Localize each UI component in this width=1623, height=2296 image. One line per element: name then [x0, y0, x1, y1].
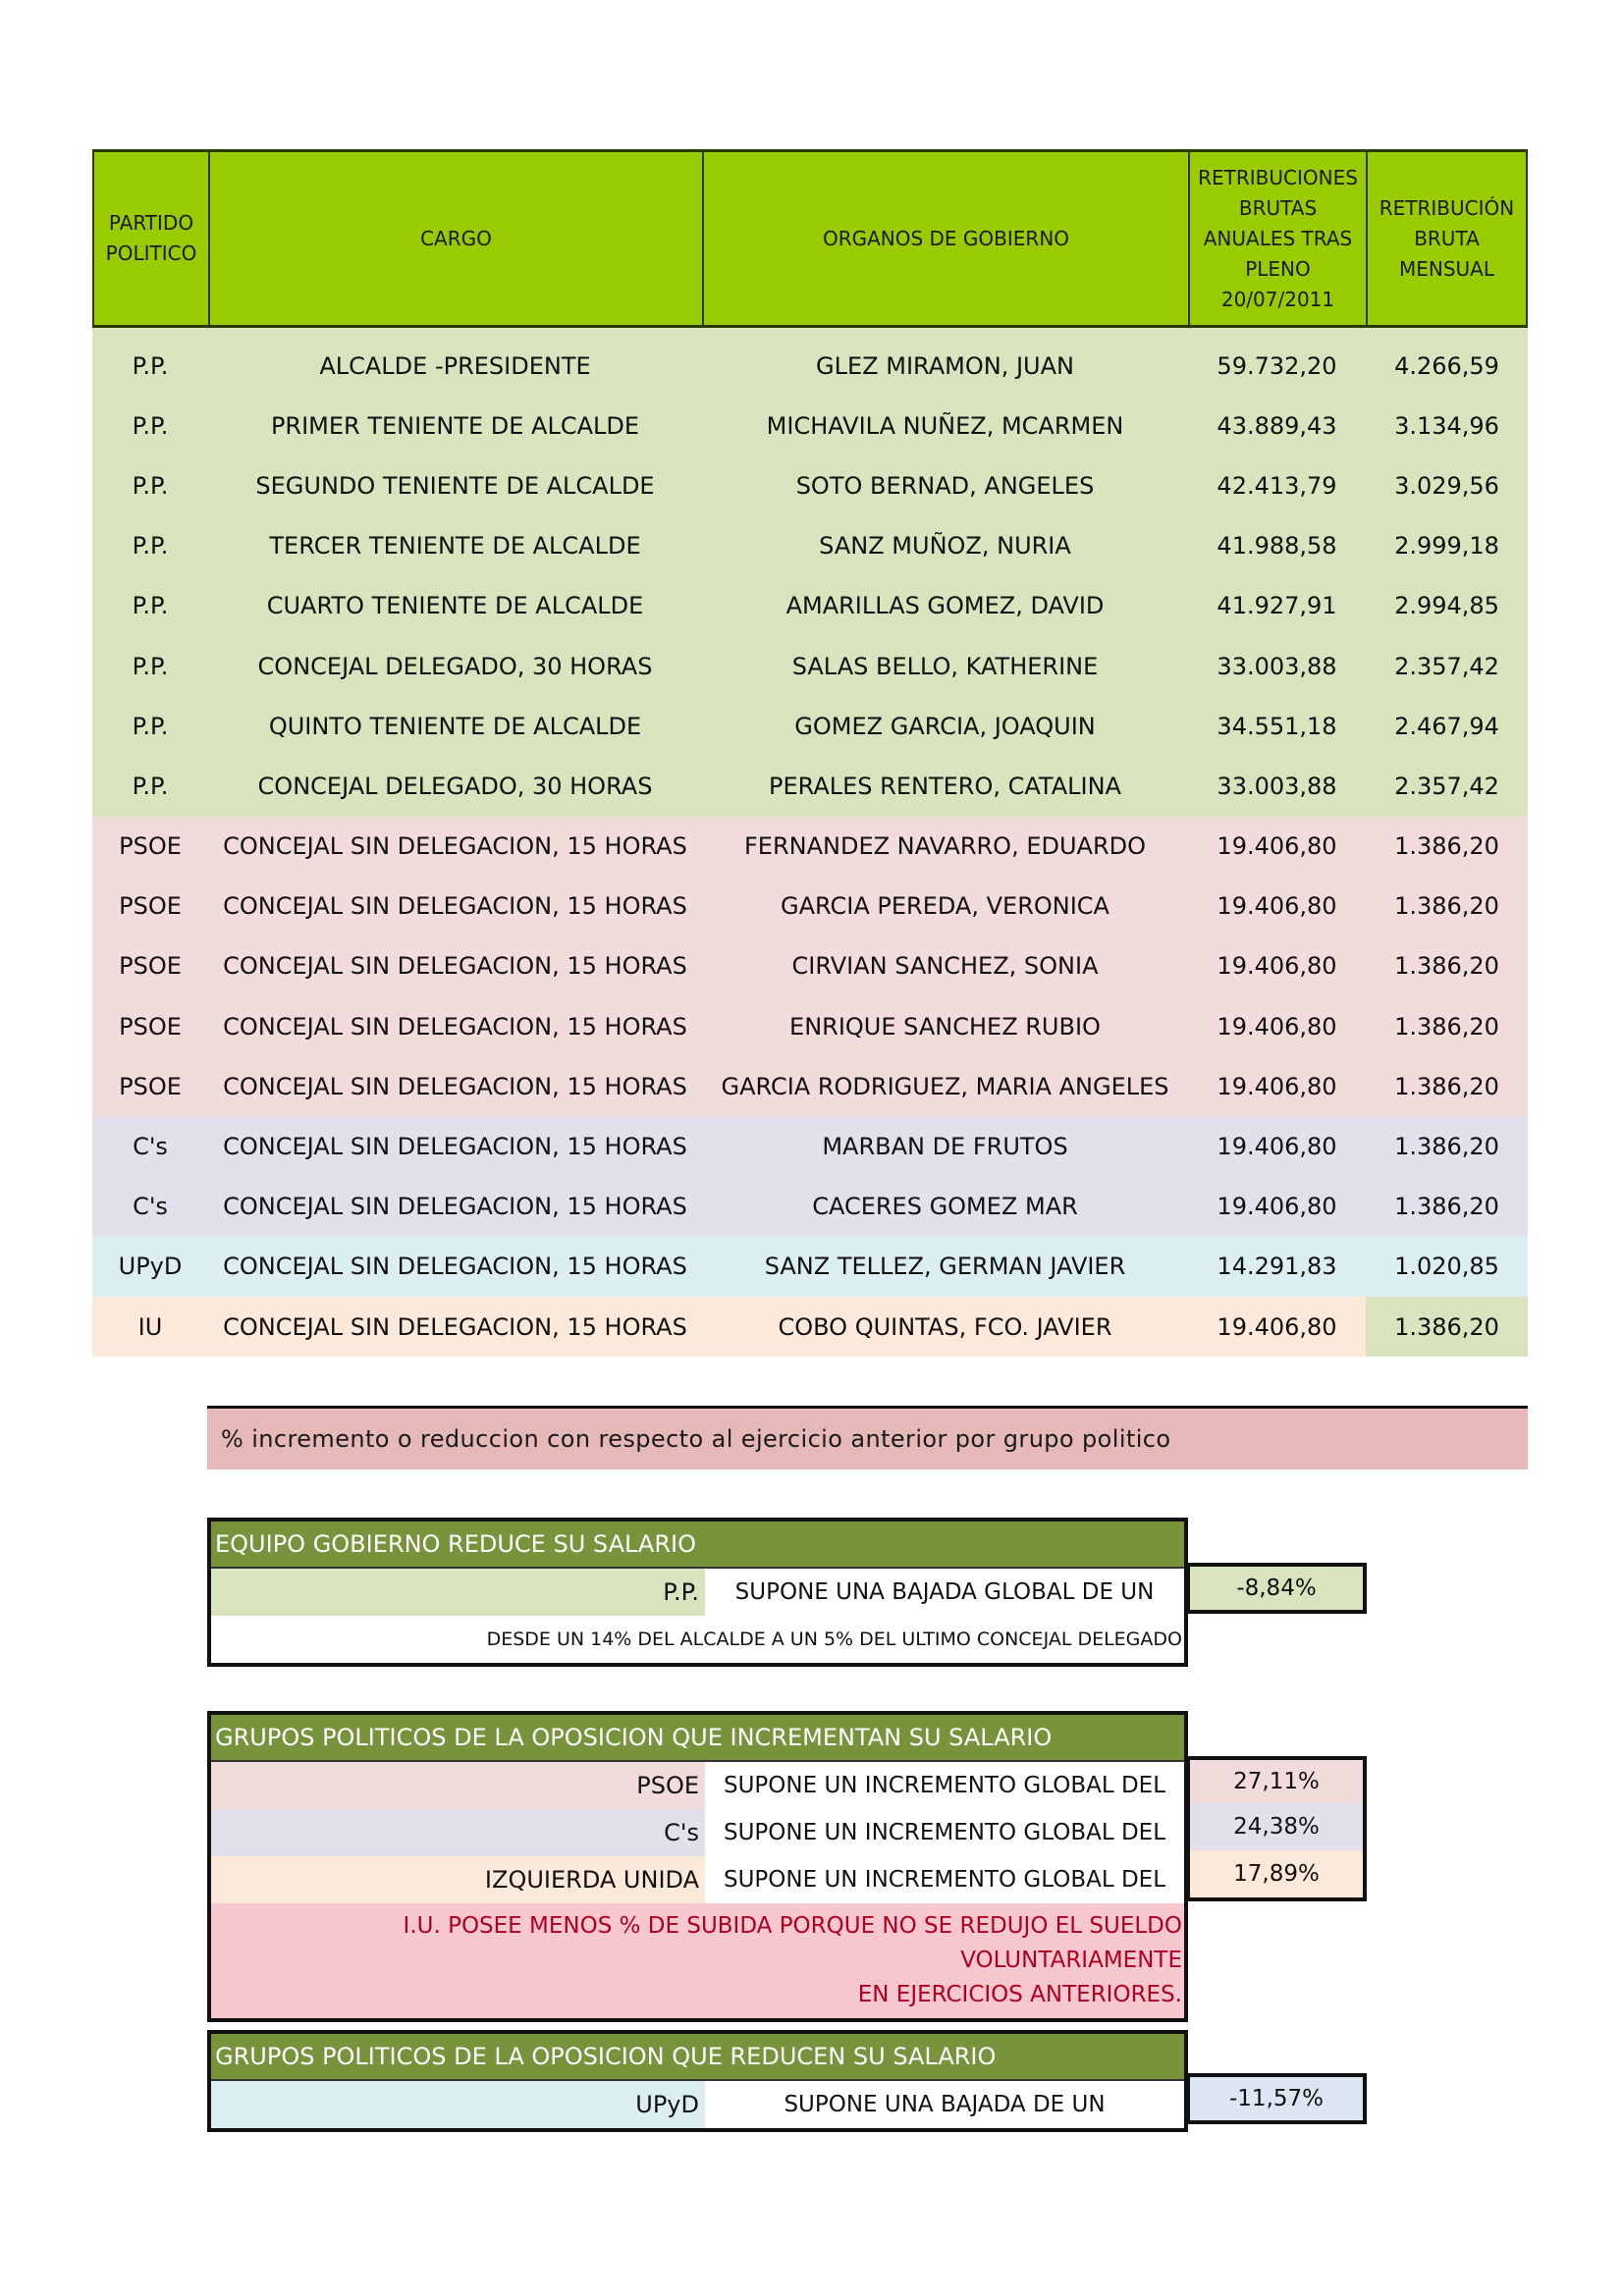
- table-row: [92, 1177, 1528, 1237]
- cell-retrib-anual: 19.406,80: [1217, 1193, 1337, 1221]
- cell-nombre: CACERES GOMEZ MAR: [812, 1193, 1078, 1221]
- cell-cargo: CONCEJAL SIN DELEGACION, 15 HORAS: [223, 1012, 687, 1041]
- table-row: [92, 1056, 1528, 1116]
- table-row: [92, 636, 1528, 696]
- cell-retrib-mensual: 4.266,59: [1394, 351, 1499, 380]
- cell-cargo: CONCEJAL DELEGADO, 30 HORAS: [257, 772, 653, 800]
- header-partido: PARTIDO POLITICO: [92, 152, 208, 325]
- cell-nombre: MARBAN DE FRUTOS: [822, 1133, 1068, 1161]
- cell-cargo: CONCEJAL SIN DELEGACION, 15 HORAS: [223, 1253, 687, 1281]
- upyd-text: SUPONE UNA BAJADA DE UN: [705, 2081, 1184, 2128]
- header-cargo: CARGO: [208, 152, 702, 325]
- cell-retrib-mensual: 1.386,20: [1394, 832, 1499, 861]
- iu-note: [211, 1903, 1184, 2018]
- cell-cargo: PRIMER TENIENTE DE ALCALDE: [270, 411, 640, 440]
- oposicion-incremento-title: GRUPOS POLITICOS DE LA OPOSICION QUE INCREMENTAN SU SALARIO: [211, 1715, 1184, 1762]
- cell-retrib-mensual: 2.994,85: [1394, 592, 1499, 620]
- cell-retrib-mensual: 2.357,42: [1394, 652, 1499, 680]
- cell-partido: P.P.: [132, 772, 169, 800]
- cell-partido: P.P.: [132, 652, 169, 680]
- table-row: [92, 576, 1528, 636]
- cell-nombre: SOTO BERNAD, ANGELES: [795, 471, 1095, 500]
- cell-partido: PSOE: [119, 832, 182, 861]
- cell-retrib-anual: 33.003,88: [1217, 652, 1337, 680]
- table-row: [92, 756, 1528, 816]
- cell-nombre: GOMEZ GARCIA, JOAQUIN: [794, 712, 1096, 740]
- cell-partido: C's: [133, 1193, 168, 1221]
- cell-retrib-anual: 19.406,80: [1217, 1312, 1337, 1341]
- cell-cargo: CONCEJAL DELEGADO, 30 HORAS: [257, 652, 653, 680]
- iu-text: SUPONE UN INCREMENTO GLOBAL DEL: [705, 1856, 1184, 1903]
- cell-nombre: SANZ TELLEZ, GERMAN JAVIER: [764, 1253, 1126, 1281]
- cell-cargo: CONCEJAL SIN DELEGACION, 15 HORAS: [223, 952, 687, 981]
- cell-nombre: COBO QUINTAS, FCO. JAVIER: [778, 1312, 1112, 1341]
- oposicion-reduccion-title: GRUPOS POLITICOS DE LA OPOSICION QUE REDUCEN SU SALARIO: [211, 2034, 1184, 2081]
- oposicion-incremento-box: [207, 1711, 1188, 2022]
- psoe-line: [211, 1762, 1184, 1809]
- cell-retrib-mensual: 3.134,96: [1394, 411, 1499, 440]
- cell-cargo: CONCEJAL SIN DELEGACION, 15 HORAS: [223, 1312, 687, 1341]
- cell-retrib-mensual: 2.999,18: [1394, 532, 1499, 561]
- cell-retrib-anual: 41.988,58: [1217, 532, 1337, 561]
- table-row: [92, 696, 1528, 756]
- cell-partido: PSOE: [119, 892, 182, 921]
- cell-retrib-anual: 19.406,80: [1217, 832, 1337, 861]
- table-row: [92, 877, 1528, 936]
- cell-retrib-mensual: 1.386,20: [1366, 1297, 1528, 1357]
- cell-retrib-anual: 14.291,83: [1217, 1253, 1337, 1281]
- cell-nombre: SANZ MUÑOZ, NURIA: [819, 532, 1071, 561]
- cell-nombre: GLEZ MIRAMON, JUAN: [816, 351, 1074, 380]
- cs-pct: 24,38%: [1186, 1803, 1367, 1854]
- cell-retrib-mensual: 1.386,20: [1394, 892, 1499, 921]
- cs-party: C's: [211, 1809, 705, 1856]
- cell-partido: C's: [133, 1133, 168, 1161]
- cell-retrib-anual: 33.003,88: [1217, 772, 1337, 800]
- cell-retrib-anual: 59.732,20: [1217, 351, 1337, 380]
- cell-partido: PSOE: [119, 952, 182, 981]
- cell-nombre: GARCIA PEREDA, VERONICA: [781, 892, 1109, 921]
- cell-nombre: AMARILLAS GOMEZ, DAVID: [785, 592, 1105, 620]
- cell-retrib-anual: 41.927,91: [1217, 592, 1337, 620]
- cell-cargo: CONCEJAL SIN DELEGACION, 15 HORAS: [223, 1072, 687, 1100]
- cell-retrib-mensual: 3.029,56: [1394, 471, 1499, 500]
- cell-retrib-anual: 19.406,80: [1217, 1012, 1337, 1041]
- cell-nombre: CIRVIAN SANCHEZ, SONIA: [791, 952, 1099, 981]
- gobierno-title: EQUIPO GOBIERNO REDUCE SU SALARIO: [211, 1522, 1184, 1569]
- header-organos: ORGANOS DE GOBIERNO: [702, 152, 1188, 325]
- header-retrib-mensual: RETRIBUCIÓN BRUTA MENSUAL: [1366, 152, 1528, 325]
- table-header: [92, 149, 1528, 328]
- cell-partido: P.P.: [132, 411, 169, 440]
- table-row: [92, 396, 1528, 455]
- cell-partido: PSOE: [119, 1072, 182, 1100]
- cell-partido: P.P.: [132, 592, 169, 620]
- cell-cargo: QUINTO TENIENTE DE ALCALDE: [268, 712, 642, 740]
- header-retrib-anual: RETRIBUCIONES BRUTAS ANUALES TRAS PLENO 20/07/2011: [1188, 152, 1366, 325]
- table-row: [92, 336, 1528, 396]
- iu-note-line1: I.U. POSEE MENOS % DE SUBIDA PORQUE NO SE REDUJO EL SUELDO VOLUNTARIAMENTE: [403, 1913, 1182, 1973]
- upyd-line: [211, 2081, 1184, 2128]
- cell-nombre: GARCIA RODRIGUEZ, MARIA ANGELES: [721, 1072, 1169, 1100]
- gobierno-note: DESDE UN 14% DEL ALCALDE A UN 5% DEL ULTIMO CONCEJAL DELEGADO: [486, 1629, 1182, 1650]
- table-row: [92, 996, 1528, 1056]
- psoe-party: PSOE: [211, 1762, 705, 1809]
- cs-line: [211, 1809, 1184, 1856]
- cell-partido: P.P.: [132, 471, 169, 500]
- cell-partido: IU: [137, 1312, 163, 1341]
- cell-cargo: CUARTO TENIENTE DE ALCALDE: [266, 592, 644, 620]
- iu-pct: 17,89%: [1186, 1850, 1367, 1901]
- cell-retrib-mensual: 1.386,20: [1394, 952, 1499, 981]
- cell-cargo: TERCER TENIENTE DE ALCALDE: [269, 532, 641, 561]
- cell-nombre: SALAS BELLO, KATHERINE: [791, 652, 1099, 680]
- cell-retrib-anual: 42.413,79: [1217, 471, 1337, 500]
- cell-nombre: ENRIQUE SANCHEZ RUBIO: [789, 1012, 1101, 1041]
- iu-party: IZQUIERDA UNIDA: [211, 1856, 705, 1903]
- cell-retrib-mensual: 1.386,20: [1394, 1133, 1499, 1161]
- table-row: [92, 455, 1528, 515]
- cell-nombre: MICHAVILA NUÑEZ, MCARMEN: [766, 411, 1124, 440]
- cell-cargo: CONCEJAL SIN DELEGACION, 15 HORAS: [223, 832, 687, 861]
- cell-retrib-mensual: 1.386,20: [1394, 1193, 1499, 1221]
- psoe-pct: 27,11%: [1186, 1756, 1367, 1807]
- cell-retrib-anual: 43.889,43: [1217, 411, 1337, 440]
- table-body: [92, 328, 1528, 1357]
- cell-nombre: PERALES RENTERO, CATALINA: [769, 772, 1121, 800]
- cell-cargo: SEGUNDO TENIENTE DE ALCALDE: [255, 471, 655, 500]
- table-row: [92, 1237, 1528, 1297]
- table-row: [92, 516, 1528, 576]
- cell-retrib-mensual: 1.386,20: [1394, 1012, 1499, 1041]
- cell-retrib-mensual: 2.467,94: [1394, 712, 1499, 740]
- cell-retrib-mensual: 1.020,85: [1394, 1253, 1499, 1281]
- cell-retrib-anual: 19.406,80: [1217, 952, 1337, 981]
- cell-cargo: ALCALDE -PRESIDENTE: [319, 351, 591, 380]
- psoe-text: SUPONE UN INCREMENTO GLOBAL DEL: [705, 1762, 1184, 1809]
- cell-retrib-anual: 19.406,80: [1217, 892, 1337, 921]
- cell-cargo: CONCEJAL SIN DELEGACION, 15 HORAS: [223, 1193, 687, 1221]
- cell-partido: P.P.: [132, 532, 169, 561]
- cell-partido: PSOE: [119, 1012, 182, 1041]
- oposicion-reduccion-box: [207, 2030, 1188, 2132]
- cell-retrib-anual: 19.406,80: [1217, 1072, 1337, 1100]
- cell-retrib-mensual: 2.357,42: [1394, 772, 1499, 800]
- cell-retrib-anual: 19.406,80: [1217, 1133, 1337, 1161]
- comparison-banner: % incremento o reduccion con respecto al ejercicio anterior por grupo politico: [207, 1406, 1528, 1469]
- upyd-party: UPyD: [211, 2081, 705, 2128]
- cell-partido: P.P.: [132, 712, 169, 740]
- upyd-pct: -11,57%: [1186, 2073, 1367, 2124]
- cell-partido: UPyD: [118, 1253, 183, 1281]
- cell-partido: P.P.: [132, 351, 169, 380]
- table-row: [92, 1116, 1528, 1176]
- cell-nombre: FERNANDEZ NAVARRO, EDUARDO: [744, 832, 1146, 861]
- gobierno-pct: -8,84%: [1186, 1563, 1367, 1614]
- gobierno-line: [211, 1569, 1184, 1616]
- table-row: [92, 936, 1528, 996]
- cell-retrib-mensual: 1.386,20: [1394, 1072, 1499, 1100]
- cell-cargo: CONCEJAL SIN DELEGACION, 15 HORAS: [223, 892, 687, 921]
- salary-table: [92, 149, 1528, 1357]
- cs-text: SUPONE UN INCREMENTO GLOBAL DEL: [705, 1809, 1184, 1856]
- iu-line: [211, 1856, 1184, 1903]
- iu-note-line2: EN EJERCICIOS ANTERIORES.: [857, 1982, 1182, 2007]
- gobierno-party: P.P.: [211, 1569, 705, 1616]
- cell-retrib-anual: 34.551,18: [1217, 712, 1337, 740]
- gobierno-box: [207, 1518, 1188, 1667]
- table-row: [92, 1297, 1528, 1357]
- gobierno-text: SUPONE UNA BAJADA GLOBAL DE UN: [705, 1569, 1184, 1616]
- cell-cargo: CONCEJAL SIN DELEGACION, 15 HORAS: [223, 1133, 687, 1161]
- table-row: [92, 817, 1528, 877]
